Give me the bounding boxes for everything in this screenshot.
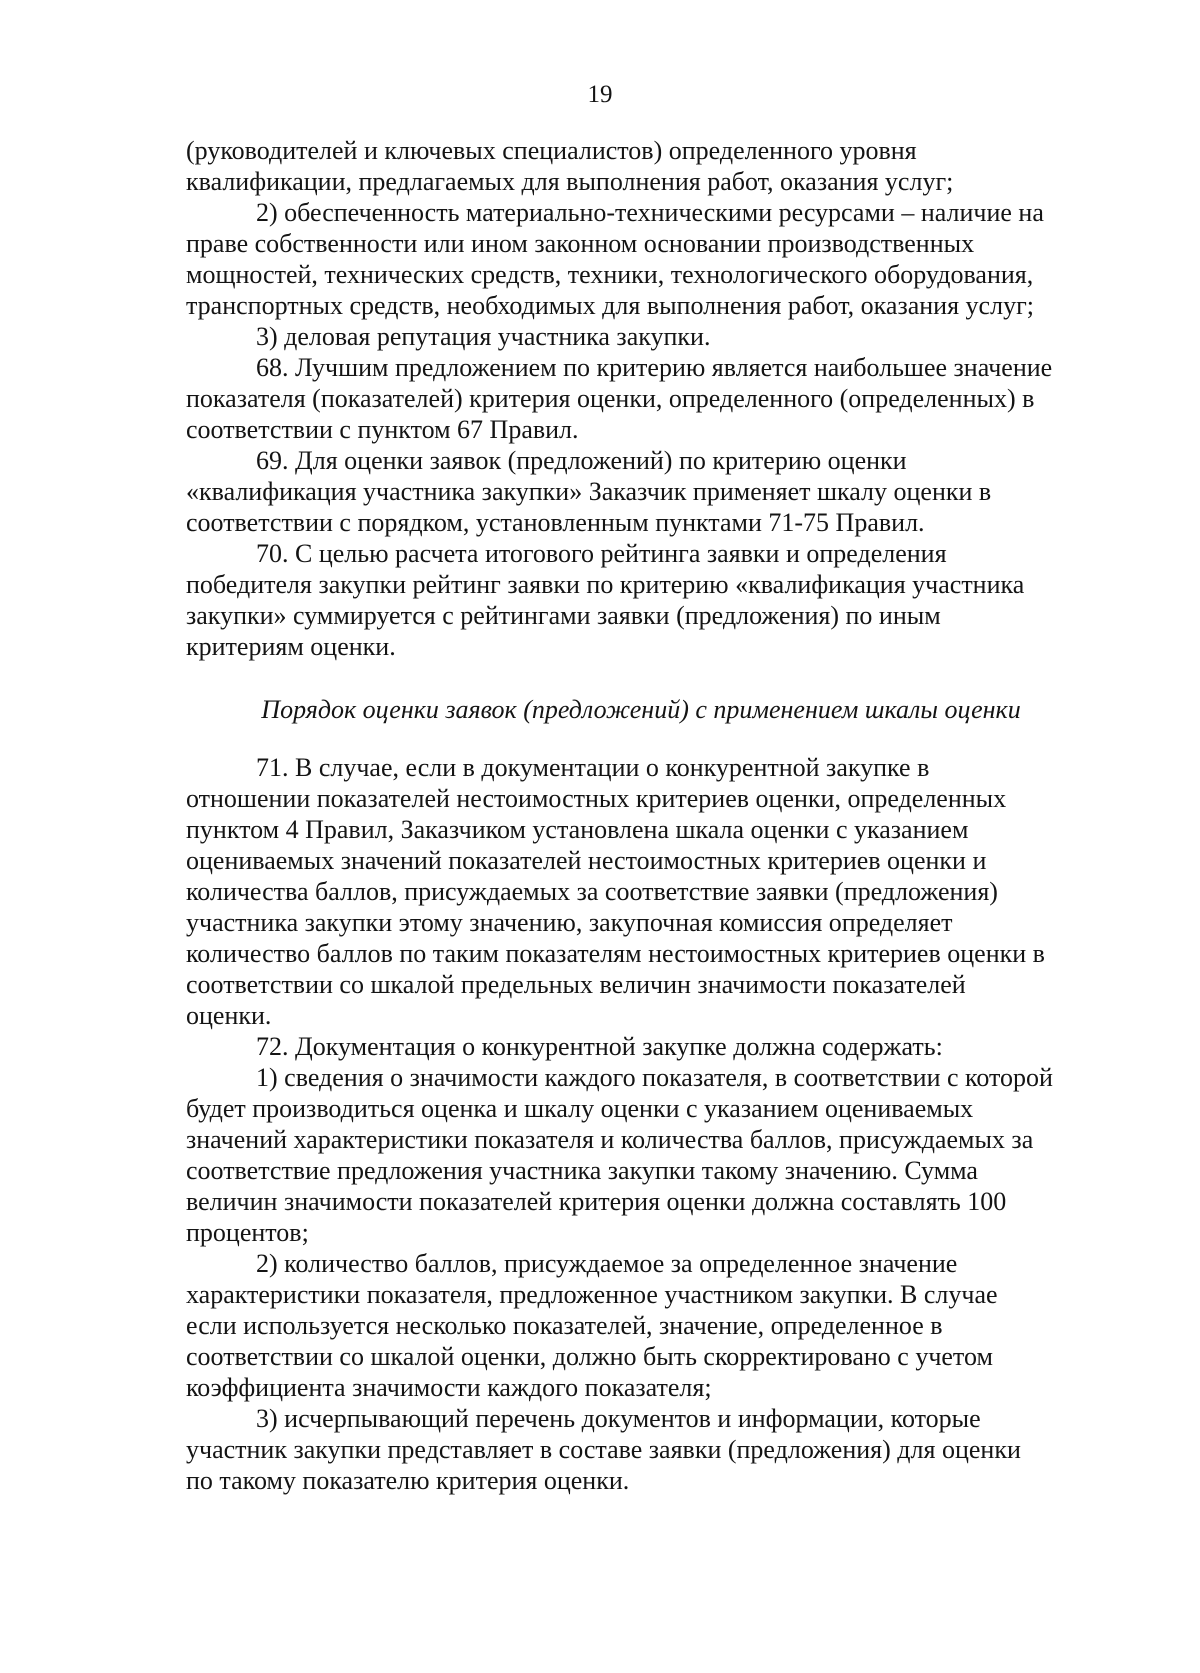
paragraph-item-3: 3) деловая репутация участника закупки. [256, 322, 711, 351]
paragraph-70: 70. С целью расчета итогового рейтинга заявки и определения победителя закупки рейтинг заявки по критерию «квалификация участника закупки» суммируется с рейтингами заявки (предложения) по иным критериям оценки. [186, 539, 1025, 661]
paragraph-72-item-1: 1) сведения о значимости каждого показателя, в соответствии с которой будет производиться оценка и шкалу оценки с указанием оцениваемых значений характеристики показателя и количества баллов, присуждаемых за соответствие предложения участника закупки такому значению. Сумма величин значимости показателей критерия оценки должна составлять 100 процентов; [186, 1063, 1053, 1247]
paragraph-72-item-2: 2) количество баллов, присуждаемое за определенное значение характеристики показателя, предложенное участником закупки. В случае если используется несколько показателей, значение, определенное в соответствии со шкалой оценки, должно быть скорректировано с учетом коэффициента значимости каждого показателя; [186, 1249, 998, 1402]
document-body [186, 135, 1096, 1496]
paragraph-71: 71. В случае, если в документации о конкурентной закупке в отношении показателей нестоимостных критериев оценки, определенных пунктом 4 Правил, Заказчиком установлена шкала оценки с указанием оцениваемых значений показателей нестоимостных критериев оценки и количества баллов, присуждаемых за соответствие заявки (предложения) участника закупки этому значению, закупочная комиссия определяет количество баллов по таким показателям нестоимостных критериев оценки в соответствии со шкалой предельных величин значимости показателей оценки. [186, 753, 1045, 1030]
paragraph-item-2: 2) обеспеченность материально-техническими ресурсами – наличие на праве собственности или ином законном основании производственных мощностей, технических средств, техники, технологического оборудования, транспортных средств, необходимых для выполнения работ, оказания услуг; [186, 198, 1044, 320]
paragraph-72-item-3: 3) исчерпывающий перечень документов и информации, которые участник закупки представляет в составе заявки (предложения) для оценки по такому показателю критерия оценки. [186, 1404, 1021, 1495]
paragraph-68: 68. Лучшим предложением по критерию является наибольшее значение показателя (показателей) критерия оценки, определенного (определенных) в соответствии с пунктом 67 Правил. [186, 353, 1053, 444]
paragraph-72: 72. Документация о конкурентной закупке должна содержать: [256, 1032, 943, 1061]
page-number: 19 [587, 81, 613, 108]
paragraph-69: 69. Для оценки заявок (предложений) по критерию оценки «квалификация участника закупки» Заказчик применяет шкалу оценки в соответствии с порядком, установленным пунктами 71-75 Правил. [186, 446, 992, 537]
paragraph-continuation: (руководителей и ключевых специалистов) определенного уровня квалификации, предлагаемых для выполнения работ, оказания услуг; [186, 136, 954, 196]
section-heading: Порядок оценки заявок (предложений) с применением шкалы оценки [261, 695, 1021, 724]
